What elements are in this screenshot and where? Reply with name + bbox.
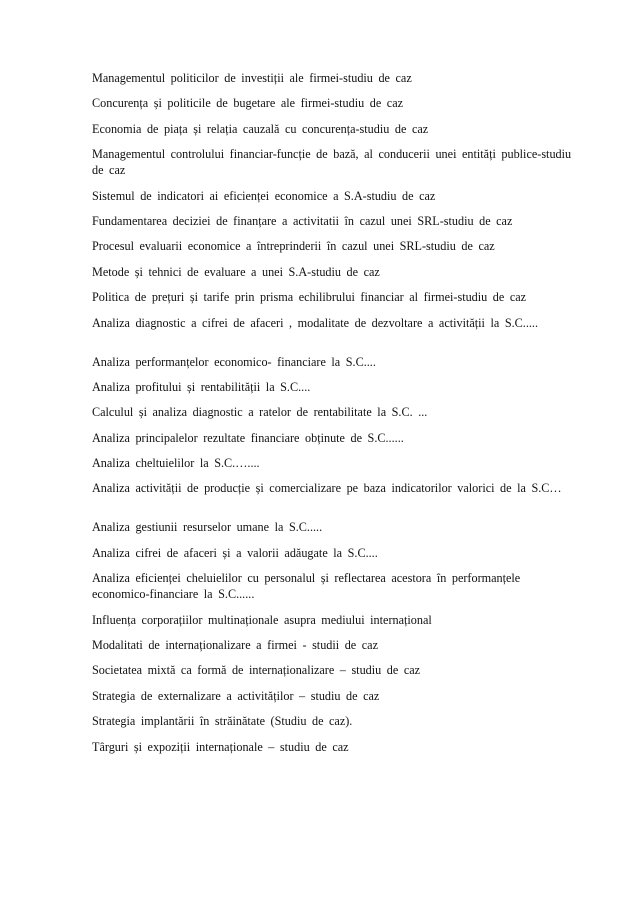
list-item: Strategia implantării în străinătate (Studiu de caz). <box>92 714 353 729</box>
list-item: Fundamentarea deciziei de finanțare a activitatii în cazul unei SRL-studiu de caz <box>92 213 513 228</box>
topic-list <box>92 70 572 764</box>
list-item: Analiza principalelor rezultate financiare obținute de S.C...... <box>92 430 404 445</box>
list-item: Managementul politicilor de investiții ale firmei-studiu de caz <box>92 71 412 85</box>
list-item: Politica de prețuri și tarife prin prisma echilibrului financiar al firmei-studiu de caz <box>92 290 527 305</box>
list-item: Calculul și analiza diagnostic a ratelor de rentabilitate la S.C. ... <box>92 405 428 420</box>
list-item: Metode și tehnici de evaluare a unei S.A-studiu de caz <box>92 264 380 279</box>
list-item: Concurența și politicile de bugetare ale firmei-studiu de caz <box>92 96 404 111</box>
list-item: Târguri și expoziții internaționale – studiu de caz <box>92 739 349 754</box>
list-item: Analiza profitului și rentabilității la S.C.... <box>92 379 311 394</box>
list-item: Modalitati de internaționalizare a firmei - studii de caz <box>92 638 378 653</box>
list-item: Analiza cifrei de afaceri și a valorii adăugate la S.C.... <box>92 545 378 560</box>
list-item: Analiza cheltuielilor la S.C.….... <box>92 456 260 471</box>
list-item: Societatea mixtă ca formă de internaționalizare – studiu de caz <box>92 663 421 678</box>
list-item: Managementul controlului financiar-funcție de bază, al conducerii unei entități publice-studiu de caz <box>92 147 572 178</box>
list-item: Procesul evaluarii economice a întreprinderii în cazul unei SRL-studiu de caz <box>92 239 495 254</box>
list-item: Strategia de externalizare a activităților – studiu de caz <box>92 688 380 703</box>
list-item: Sistemul de indicatori ai eficienței economice a S.A-studiu de caz <box>92 188 436 203</box>
list-item: Analiza gestiunii resurselor umane la S.C..... <box>92 520 323 535</box>
list-item: Economia de piața și relația cauzală cu concurența-studiu de caz <box>92 121 429 136</box>
list-item: Analiza diagnostic a cifrei de afaceri , modalitate de dezvoltare a activității la S.C..... <box>92 315 539 330</box>
list-item: Influența corporațiilor multinaționale asupra mediului internațional <box>92 612 432 627</box>
list-item: Analiza eficienței cheluielilor cu personalul și reflectarea acestora în performanțele economico-financiare la S.C...... <box>92 571 521 602</box>
list-item: Analiza performanțelor economico- financiare la S.C.... <box>92 354 376 369</box>
list-item: Analiza activității de producție și comercializare pe baza indicatorilor valorici de la S.C… <box>92 481 562 496</box>
